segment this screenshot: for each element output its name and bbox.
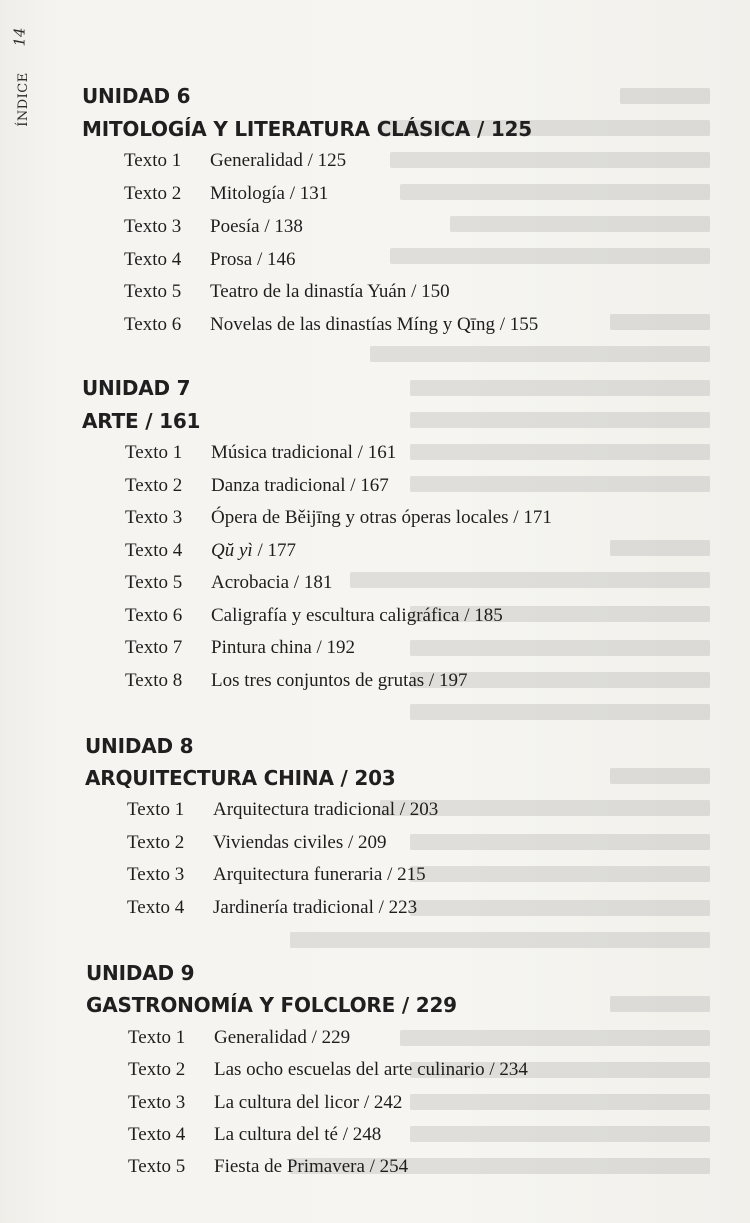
section-label: ÍNDICE: [15, 72, 31, 127]
unit-number: UNIDAD 8: [85, 734, 194, 758]
entry-label: Texto 5: [124, 281, 182, 302]
entry-label: Texto 3: [127, 864, 185, 885]
entry-label: Texto 3: [124, 216, 182, 237]
entry-title: Música tradicional / 161: [211, 442, 397, 463]
entry-title-italic: Qŭ yì: [211, 540, 253, 561]
entry-title: Viviendas civiles / 209: [213, 832, 387, 853]
entry-title: Acrobacia / 181: [211, 572, 333, 593]
entry-label: Texto 8: [125, 670, 183, 691]
entry-title: La cultura del té / 248: [214, 1124, 382, 1145]
entry-title: Caligrafía y escultura caligráfica / 185: [211, 605, 503, 626]
entry-label: Texto 2: [128, 1059, 186, 1080]
entry-title: Arquitectura funeraria / 215: [213, 864, 426, 885]
entry-label: Texto 7: [125, 637, 183, 658]
entry-title: Fiesta de Primavera / 254: [214, 1156, 409, 1177]
unit-title: GASTRONOMÍA Y FOLCLORE / 229: [86, 993, 457, 1017]
entry-label: Texto 1: [125, 442, 183, 463]
entry-title: Danza tradicional / 167: [211, 475, 389, 496]
entry-title: Generalidad / 125: [210, 150, 347, 171]
entry-label: Texto 4: [124, 249, 182, 270]
entry-label: Texto 2: [127, 832, 185, 853]
unit-title: ARTE / 161: [82, 409, 201, 433]
unit-number: UNIDAD 6: [82, 84, 191, 108]
entry-title: Poesía / 138: [210, 216, 303, 237]
entry-title: Ópera de Běijīng y otras óperas locales / 171: [211, 507, 552, 528]
entry-label: Texto 2: [125, 475, 183, 496]
entry-label: Texto 2: [124, 183, 182, 204]
entry-label: Texto 5: [125, 572, 183, 593]
entry-label: Texto 6: [125, 605, 183, 626]
unit-title: MITOLOGÍA Y LITERATURA CLÁSICA / 125: [82, 117, 532, 141]
entry-title: Generalidad / 229: [214, 1027, 351, 1048]
entry-label: Texto 1: [127, 799, 185, 820]
entry-label: Texto 4: [127, 897, 185, 918]
unit-number: UNIDAD 7: [82, 376, 191, 400]
entry-title: Las ocho escuelas del arte culinario / 234: [214, 1059, 528, 1080]
entry-label: Texto 3: [125, 507, 183, 528]
entry-title: Teatro de la dinastía Yuán / 150: [210, 281, 450, 302]
entry-title: Prosa / 146: [210, 249, 296, 270]
entry-title: La cultura del licor / 242: [214, 1092, 403, 1113]
entry-label: Texto 3: [128, 1092, 186, 1113]
entry-title-page: / 177: [252, 540, 296, 561]
entry-label: Texto 6: [124, 314, 182, 335]
entry-label: Texto 4: [128, 1124, 186, 1145]
unit-title: ARQUITECTURA CHINA / 203: [85, 766, 396, 790]
entry-label: Texto 5: [128, 1156, 186, 1177]
page-number: 14: [10, 27, 29, 47]
unit-number: UNIDAD 9: [86, 961, 195, 985]
entry-title: [211, 540, 296, 562]
entry-title: Arquitectura tradicional / 203: [213, 799, 439, 820]
entry-label: Texto 1: [124, 150, 182, 171]
entry-title: Jardinería tradicional / 223: [213, 897, 418, 918]
entry-title: Los tres conjuntos de grutas / 197: [211, 670, 468, 691]
entry-label: Texto 1: [128, 1027, 186, 1048]
entry-label: Texto 4: [125, 540, 183, 561]
entry-title: Pintura china / 192: [211, 637, 356, 658]
entry-title: Mitología / 131: [210, 183, 329, 204]
entry-title: Novelas de las dinastías Míng y Qīng / 155: [210, 314, 539, 335]
running-header: [2, 0, 36, 140]
